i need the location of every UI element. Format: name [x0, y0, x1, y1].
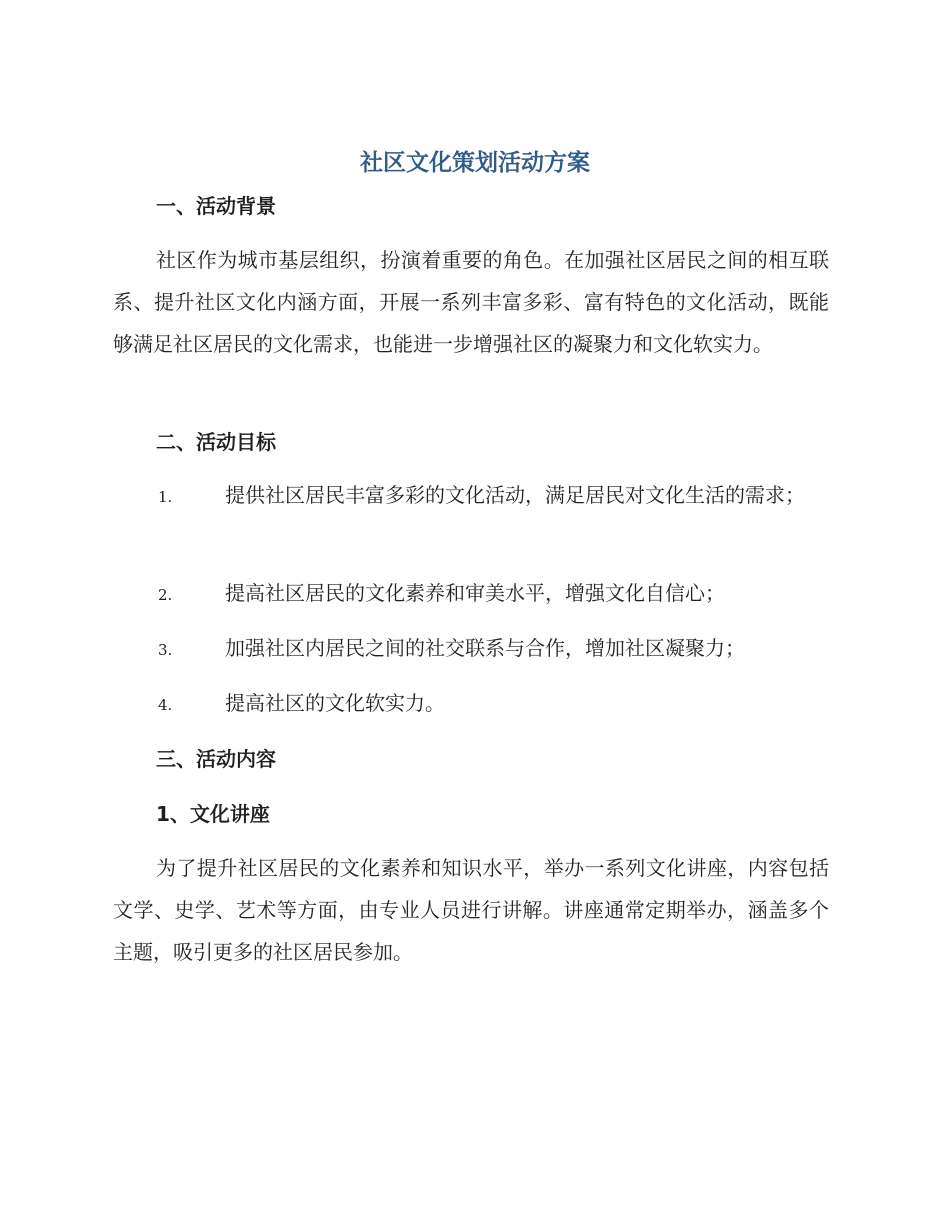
list-number: 2.	[158, 586, 173, 604]
background-paragraph: 社区作为城市基层组织，扮演着重要的角色。在加强社区居民之间的相互联系、提升社区文化内涵方面，开展一系列丰富多彩、富有特色的文化活动，既能够满足社区居民的文化需求，也能进一步增强社区的凝聚力和文化软实力。	[113, 248, 829, 356]
list-item-text: 加强社区内居民之间的社交联系与合作，增加社区凝聚力；	[225, 636, 745, 660]
list-number: 4.	[158, 696, 173, 714]
goal-list-item	[113, 474, 829, 518]
goal-list-item	[113, 572, 829, 616]
list-item-text: 提高社区的文化软实力。	[225, 691, 445, 715]
goal-list-item	[113, 627, 829, 671]
goal-list-item	[113, 682, 829, 726]
section-heading-goals: 二、活动目标	[156, 430, 276, 454]
list-item-text: 提高社区居民的文化素养和审美水平，增强文化自信心；	[225, 581, 725, 605]
document-title: 社区文化策划活动方案	[360, 150, 590, 176]
list-number: 1.	[158, 488, 173, 506]
section-heading-background: 一、活动背景	[156, 194, 276, 218]
list-item-text: 提供社区居民丰富多彩的文化活动，满足居民对文化生活的需求；	[225, 483, 805, 507]
subsection-heading-lectures: 1、文化讲座	[156, 802, 270, 826]
list-number: 3.	[158, 641, 173, 659]
section-heading-content: 三、活动内容	[156, 747, 276, 771]
lectures-paragraph: 为了提升社区居民的文化素养和知识水平，举办一系列文化讲座，内容包括文学、史学、艺术等方面，由专业人员进行讲解。讲座通常定期举办，涵盖多个主题，吸引更多的社区居民参加。	[113, 856, 829, 964]
